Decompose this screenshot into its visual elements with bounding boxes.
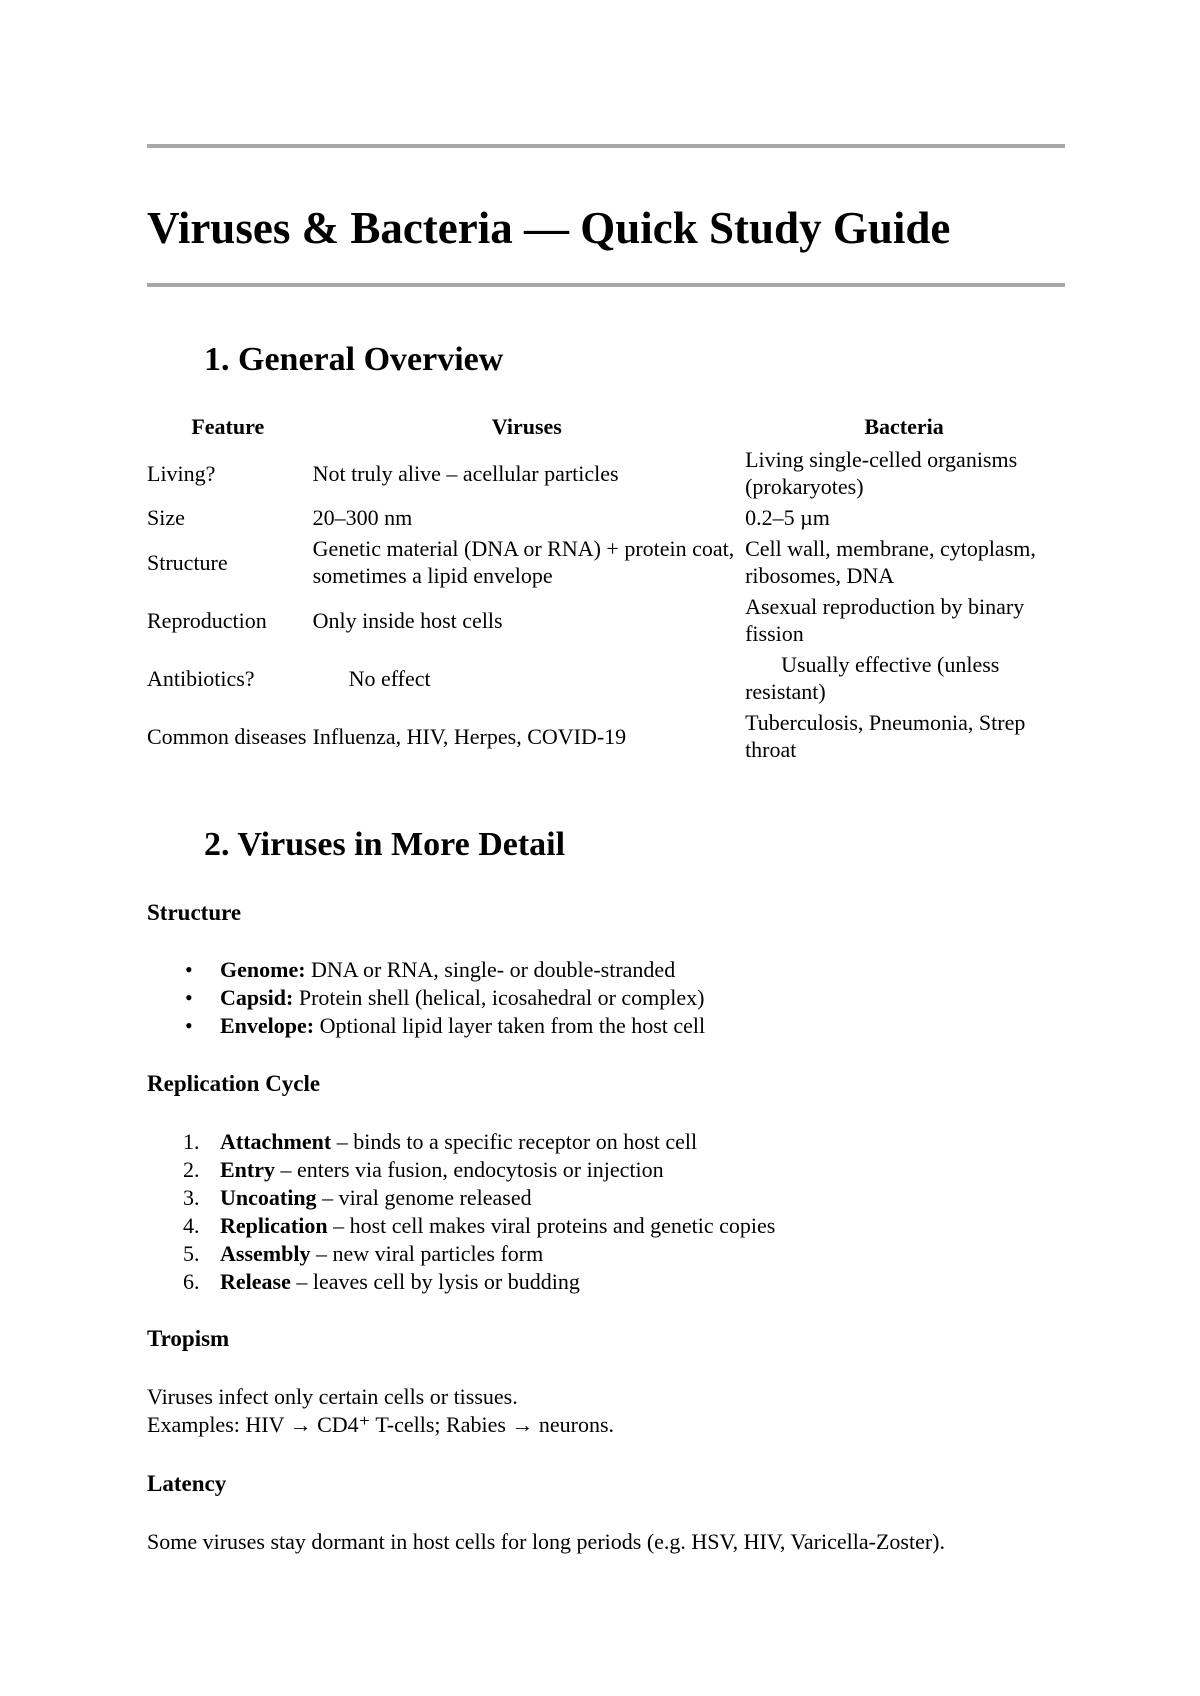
step-text: – leaves cell by lysis or budding (290, 1269, 580, 1294)
table-cell-viruses: Genetic material (DNA or RNA) + protein coat, sometimes a lipid envelope (312, 536, 735, 588)
bullet-icon: • (185, 957, 193, 982)
list-item-term: Genome: (220, 957, 306, 982)
list-item (147, 1268, 775, 1296)
section-heading-general-overview: 1. General Overview (204, 341, 504, 378)
step-number: 5. (183, 1241, 200, 1266)
table-cell-bacteria: Asexual reproduction by binary fission (745, 594, 1025, 646)
table-cell-bacteria: 0.2–5 µm (745, 505, 830, 530)
step-number: 4. (183, 1213, 200, 1238)
list-item-term: Capsid: (220, 985, 294, 1010)
table-cell-bacteria: Usually effective (unless resistant) (745, 652, 1000, 704)
table-header-cell: Bacteria (864, 414, 944, 439)
step-number: 1. (183, 1129, 200, 1154)
table-row (145, 444, 1065, 502)
step-number: 6. (183, 1269, 200, 1294)
table-cell-feature: Common diseases (147, 723, 307, 749)
bullet-icon: • (185, 985, 193, 1010)
step-text: – host cell makes viral proteins and genetic copies (327, 1213, 776, 1238)
table-header-cell: Feature (191, 414, 265, 439)
table-cell-bacteria: Tuberculosis, Pneumonia, Strep throat (745, 710, 1026, 762)
step-term: Assembly (220, 1241, 311, 1266)
table-cell-feature: Reproduction (147, 607, 267, 633)
table-cell-viruses: Only inside host cells (312, 607, 503, 633)
step-term: Release (220, 1269, 291, 1294)
table-cell-bacteria: Living single-celled organisms (prokaryotes) (745, 447, 1018, 499)
table-row (145, 649, 1065, 707)
table-row (145, 707, 1065, 765)
table-cell-feature: Structure (147, 549, 228, 575)
tropism-text-line2: Examples: HIV → CD4⁺ T-cells; Rabies → neurons. (147, 1412, 615, 1437)
table-header-cell: Viruses (491, 414, 562, 439)
title-rule (147, 283, 1065, 287)
list-item (147, 956, 705, 984)
table-cell-viruses: 20–300 nm (312, 505, 413, 530)
list-item (147, 1128, 775, 1156)
list-item (147, 1240, 775, 1268)
step-text: – viral genome released (316, 1185, 532, 1210)
list-item (147, 1012, 705, 1040)
step-term: Uncoating (220, 1185, 317, 1210)
subheading-replication-cycle: Replication Cycle (147, 1071, 321, 1096)
replication-steps-list (147, 1128, 775, 1296)
subheading-structure: Structure (147, 900, 242, 925)
overview-table (145, 411, 1065, 765)
list-item (147, 1212, 775, 1240)
page-title: Viruses & Bacteria — Quick Study Guide (147, 203, 951, 253)
step-number: 2. (183, 1157, 200, 1182)
table-cell-feature: Antibiotics? (147, 665, 255, 691)
section-heading-viruses-detail: 2. Viruses in More Detail (204, 826, 566, 863)
list-item (147, 1184, 775, 1212)
step-term: Replication (220, 1213, 328, 1238)
step-text: – new viral particles form (310, 1241, 544, 1266)
list-item-term: Envelope: (220, 1013, 315, 1038)
step-term: Entry (220, 1157, 275, 1182)
table-row (145, 591, 1065, 649)
step-number: 3. (183, 1185, 200, 1210)
list-item-text: Optional lipid layer taken from the host cell (314, 1013, 706, 1038)
latency-text: Some viruses stay dormant in host cells for long periods (e.g. HSV, HIV, Varicella-Zoster). (147, 1529, 945, 1554)
table-cell-feature: Living? (147, 460, 216, 486)
list-item (147, 984, 705, 1012)
top-rule (147, 144, 1065, 148)
subheading-tropism: Tropism (147, 1326, 230, 1351)
step-term: Attachment (220, 1129, 332, 1154)
tropism-text-line1: Viruses infect only certain cells or tissues. (147, 1384, 518, 1409)
structure-list (147, 956, 705, 1040)
subheading-latency: Latency (147, 1471, 227, 1496)
bullet-icon: • (185, 1013, 193, 1038)
list-item (147, 1156, 775, 1184)
table-cell-viruses: Influenza, HIV, Herpes, COVID-19 (312, 723, 627, 749)
table-cell-bacteria: Cell wall, membrane, cytoplasm, ribosomes, DNA (745, 536, 1036, 588)
table-cell-viruses: Not truly alive – acellular particles (312, 460, 619, 486)
step-text: – enters via fusion, endocytosis or injection (275, 1157, 664, 1182)
list-item-text: DNA or RNA, single- or double-stranded (305, 957, 676, 982)
table-row (145, 533, 1065, 591)
step-text: – binds to a specific receptor on host cell (331, 1129, 698, 1154)
table-cell-viruses: No effect (348, 665, 431, 691)
table-row (145, 502, 1065, 533)
table-header-row (145, 411, 1065, 444)
table-cell-feature: Size (147, 505, 185, 530)
list-item-text: Protein shell (helical, icosahedral or complex) (293, 985, 705, 1010)
